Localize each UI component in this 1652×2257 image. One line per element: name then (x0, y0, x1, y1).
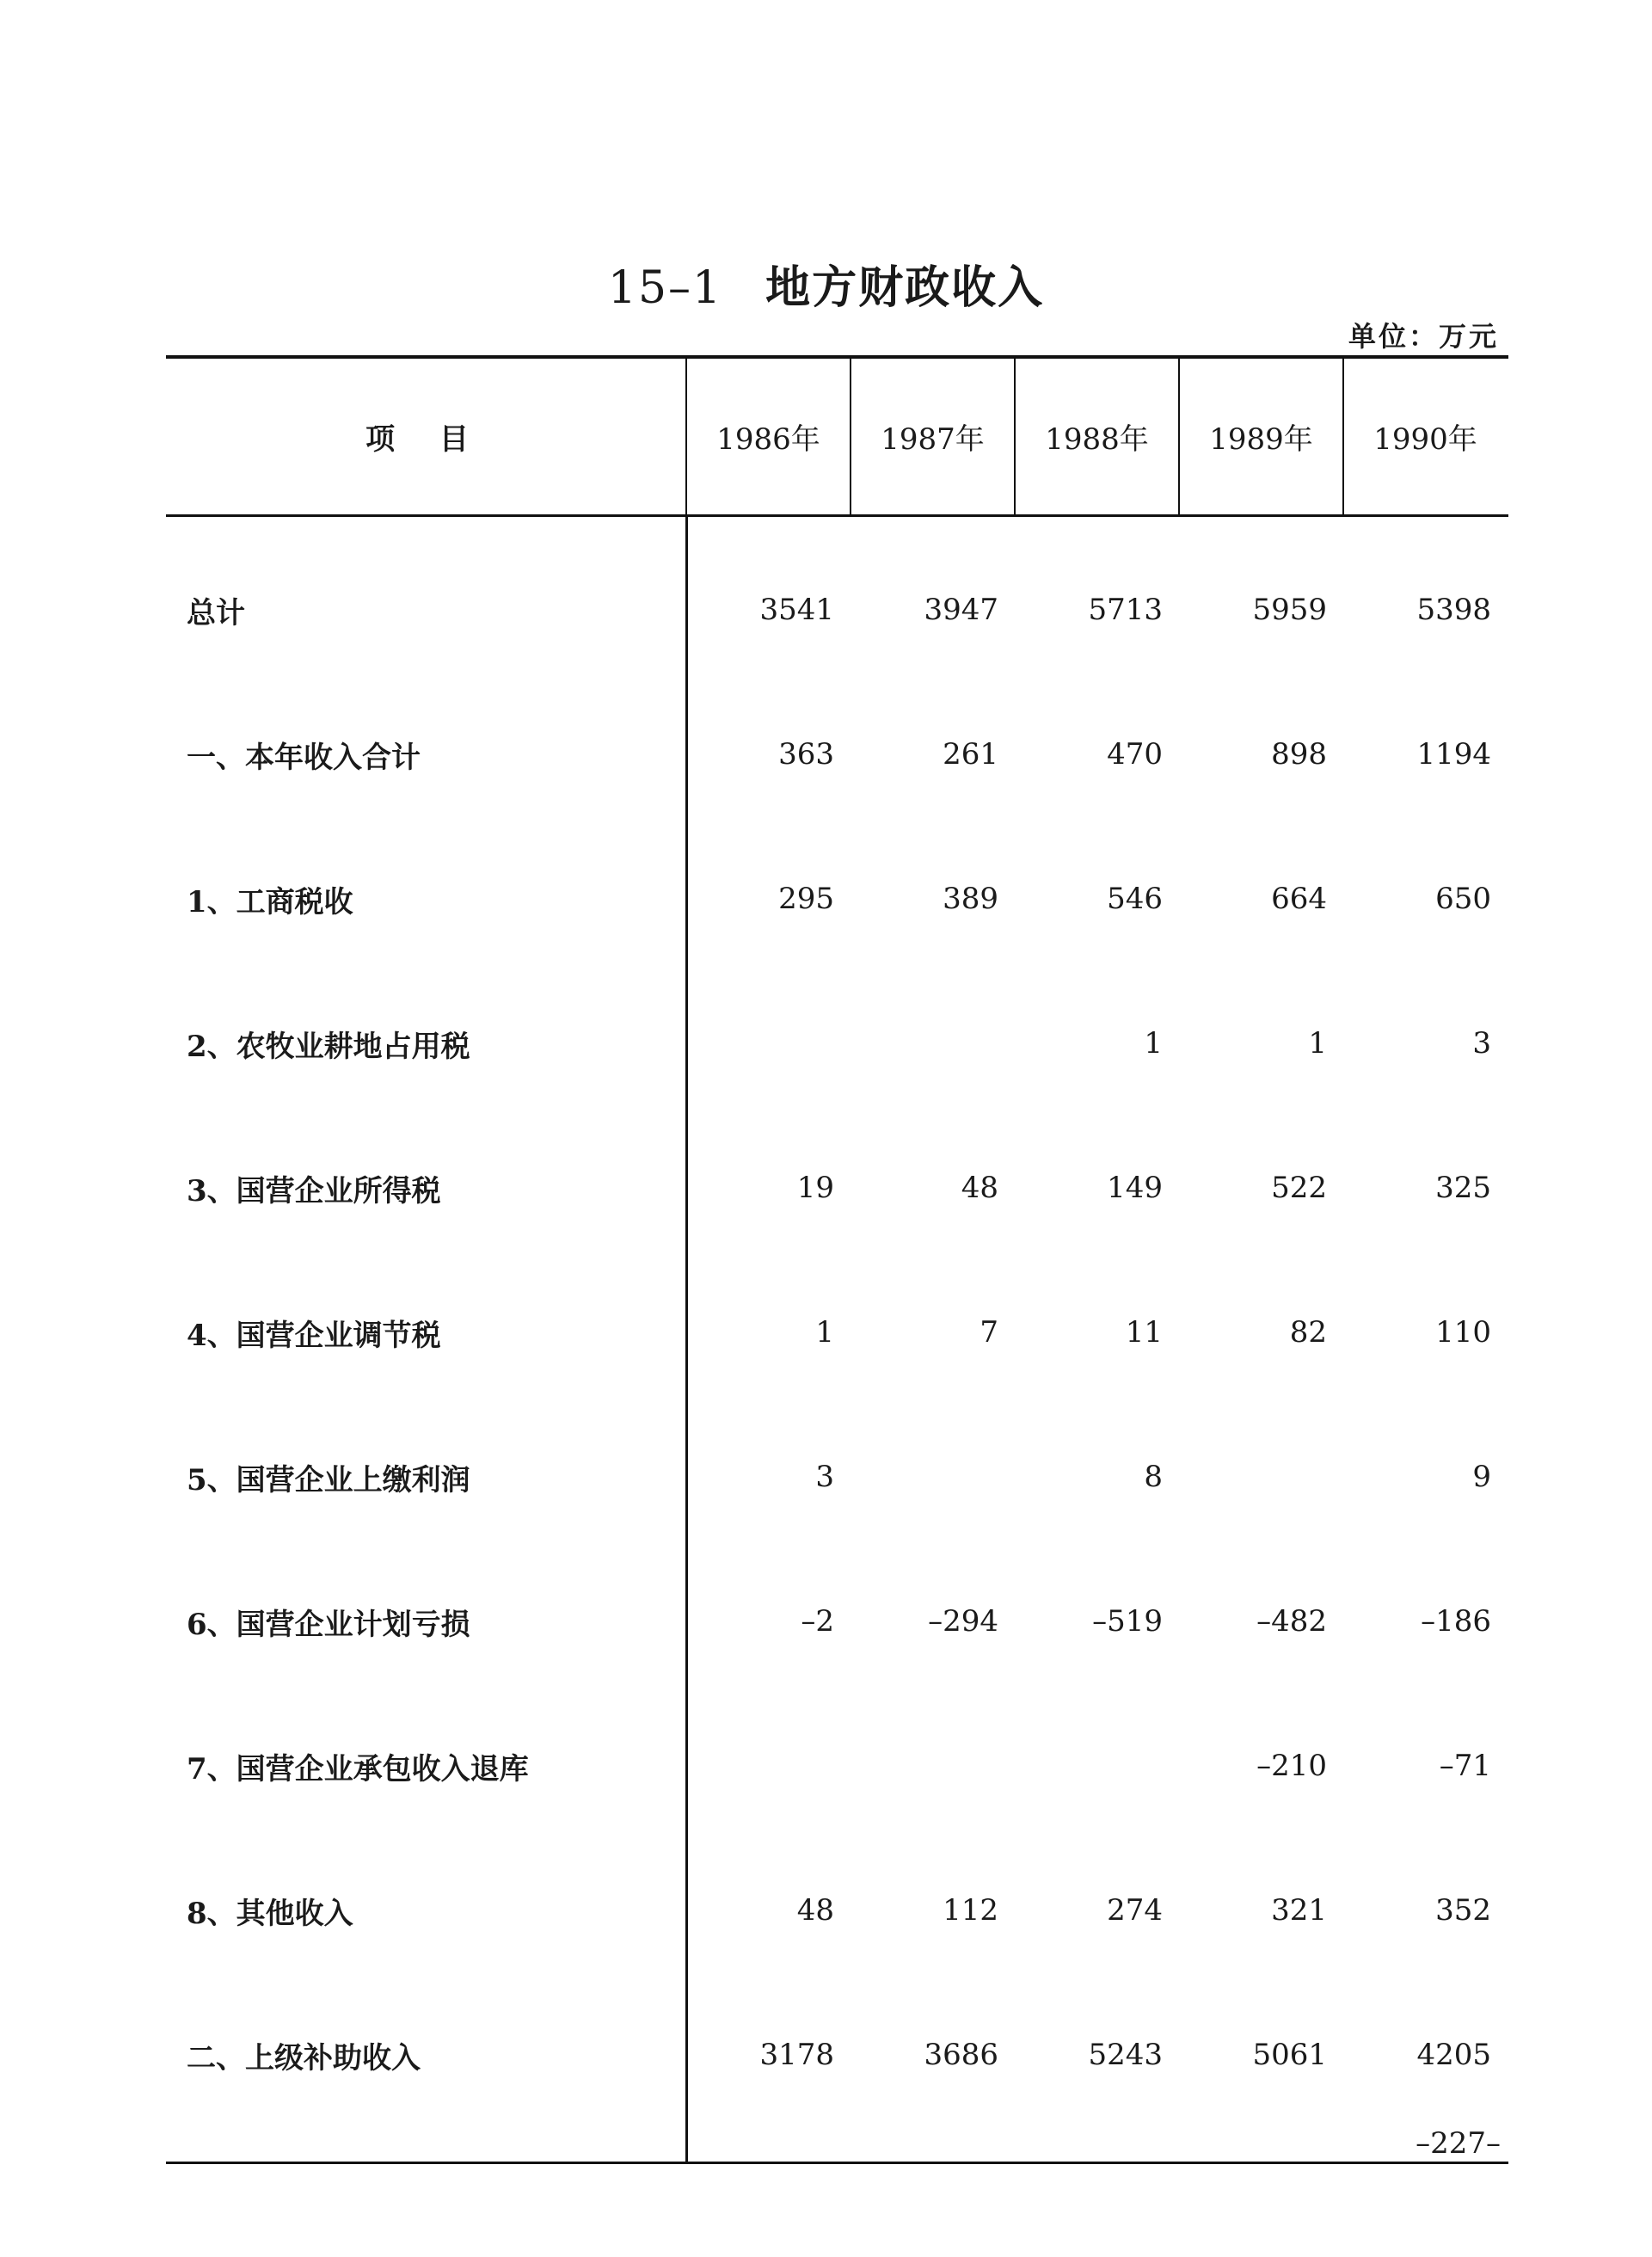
cell-value: 352 (1435, 1893, 1491, 1928)
cell-value: 48 (796, 1893, 834, 1928)
unit-label: 单位：万元 (1348, 320, 1499, 353)
cell-value: 650 (1435, 882, 1491, 916)
table-row (166, 1983, 1508, 2127)
cell-value: 522 (1271, 1171, 1327, 1205)
cell-value: 4205 (1416, 2038, 1491, 2072)
cell-value: 325 (1435, 1171, 1491, 1205)
cell-value: 7 (980, 1315, 998, 1350)
cell-value: –71 (1439, 1749, 1491, 1783)
row-label: 一、本年收入合计 (187, 740, 421, 775)
cell-value: –2 (801, 1604, 834, 1639)
cell-value: 110 (1435, 1315, 1491, 1350)
cell-value: 3541 (759, 593, 834, 627)
cell-value: 261 (943, 737, 998, 772)
row-label: 5、国营企业上缴利润 (187, 1462, 470, 1497)
cell-value: 546 (1107, 882, 1163, 916)
table-row (166, 682, 1508, 827)
cell-value: 8 (1144, 1460, 1163, 1494)
cell-value: 82 (1289, 1315, 1327, 1350)
row-label: 总计 (187, 595, 245, 630)
page-title (0, 251, 1652, 316)
header-item: 项 目 (365, 422, 486, 457)
cell-value: 363 (778, 737, 834, 772)
cell-value: 898 (1271, 737, 1327, 772)
table-row (166, 1694, 1508, 1838)
revenue-table (166, 355, 1508, 2164)
table-header (166, 359, 1508, 517)
cell-value: 19 (796, 1171, 834, 1205)
cell-value: 5061 (1252, 2038, 1327, 2072)
cell-value: –186 (1421, 1604, 1491, 1639)
cell-value: 3178 (759, 2038, 834, 2072)
header-year: 1990年 (1342, 359, 1507, 514)
table-row (166, 971, 1508, 1116)
cell-value: 664 (1271, 882, 1327, 916)
table-number: 15–1 (607, 262, 723, 314)
table-body (166, 517, 1508, 2162)
row-label: 二、上级补助收入 (187, 2040, 421, 2076)
row-label: 2、农牧业耕地占用税 (187, 1029, 470, 1064)
row-label: 1、工商税收 (187, 884, 353, 919)
cell-value: –210 (1256, 1749, 1327, 1783)
table-row (166, 1405, 1508, 1549)
header-year: 1989年 (1178, 359, 1342, 514)
cell-value: 1 (815, 1315, 834, 1350)
cell-value: 9 (1472, 1460, 1491, 1494)
row-label: 4、国营企业调节税 (187, 1318, 441, 1353)
cell-value: 3686 (924, 2038, 998, 2072)
row-label: 8、其他收入 (187, 1896, 353, 1931)
cell-value: –294 (928, 1604, 998, 1639)
cell-value: 5398 (1416, 593, 1491, 627)
header-year: 1988年 (1014, 359, 1178, 514)
cell-value: 3947 (924, 593, 998, 627)
table-row (166, 1838, 1508, 1983)
cell-value: 389 (943, 882, 998, 916)
row-label: 3、国营企业所得税 (187, 1173, 441, 1208)
table-row (166, 1260, 1508, 1405)
cell-value: 3 (1472, 1026, 1491, 1061)
cell-value: 470 (1107, 737, 1163, 772)
cell-value: 3 (815, 1460, 834, 1494)
header-year: 1986年 (685, 359, 850, 514)
cell-value: 274 (1107, 1893, 1163, 1928)
cell-value: 149 (1107, 1171, 1163, 1205)
table-row (166, 827, 1508, 971)
cell-value: 1 (1144, 1026, 1163, 1061)
column-divider (685, 517, 688, 2162)
row-label: 6、国营企业计划亏损 (187, 1607, 470, 1642)
cell-value: –482 (1256, 1604, 1327, 1639)
cell-value: 11 (1125, 1315, 1163, 1350)
cell-value: –519 (1092, 1604, 1163, 1639)
cell-value: 295 (778, 882, 834, 916)
cell-value: 5243 (1088, 2038, 1163, 2072)
cell-value: 321 (1271, 1893, 1327, 1928)
table-row (166, 1116, 1508, 1260)
page-number: –227– (1416, 2126, 1501, 2161)
cell-value: 112 (943, 1893, 998, 1928)
table-row (166, 1549, 1508, 1694)
cell-value: 5713 (1088, 593, 1163, 627)
header-year: 1987年 (850, 359, 1014, 514)
cell-value: 5959 (1252, 593, 1327, 627)
cell-value: 48 (961, 1171, 998, 1205)
cell-value: 1 (1308, 1026, 1327, 1061)
table-title-text: 地方财政收入 (765, 261, 1045, 314)
row-label: 7、国营企业承包收入退库 (187, 1751, 529, 1787)
cell-value: 1194 (1416, 737, 1491, 772)
table-row (166, 538, 1508, 682)
